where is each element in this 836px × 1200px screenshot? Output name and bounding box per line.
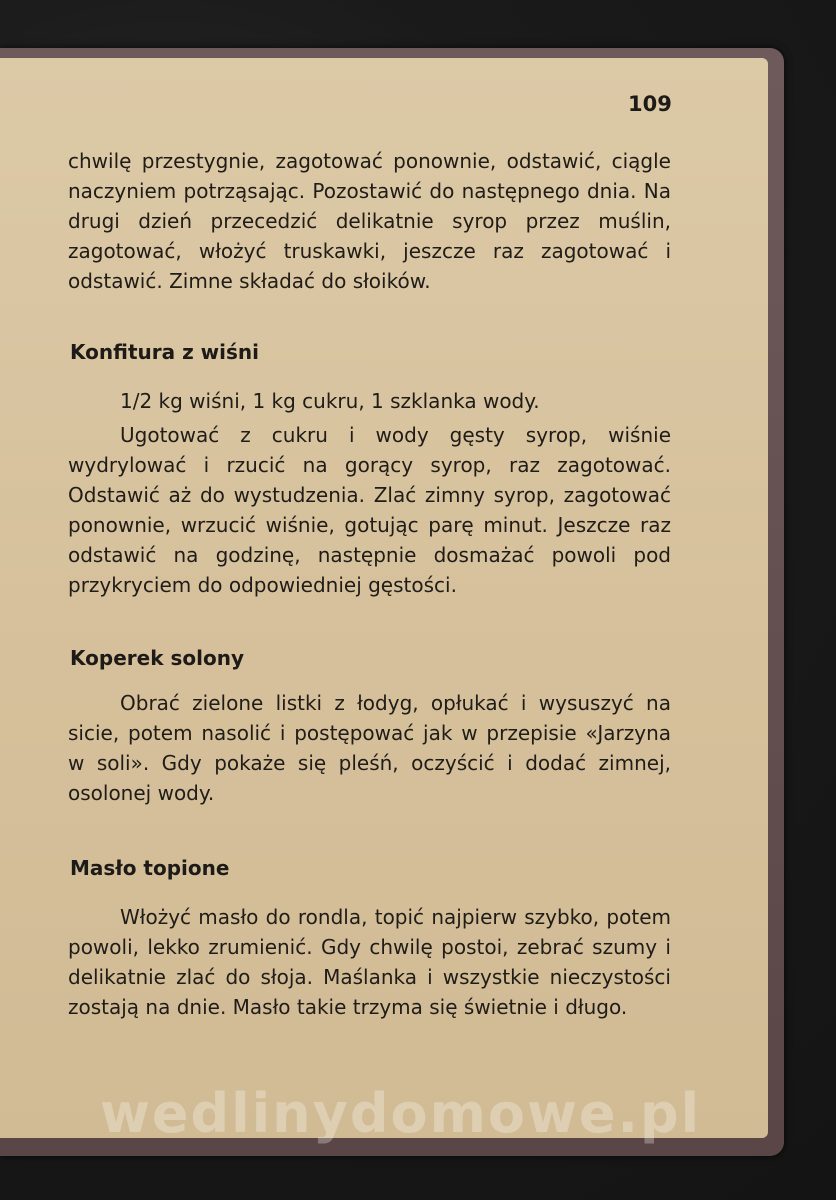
recipe-paragraph-koperek: Obrać zielone listki z łodyg, opłukać i wysuszyć na sicie, potem nasolić i postępować jak w przepisie «Jarzyna w soli». Gdy pokaże się pleśń, oczyścić i dodać zimnej, osolonej wody. [68,691,671,805]
ingredients-paragraph: 1/2 kg wiśni, 1 kg cukru, 1 szklanka wody. [120,389,540,413]
watermark: wedlinydomowe.pl [100,1082,702,1145]
section-heading-maslo: Masło topione [70,856,230,880]
section-heading-koperek: Koperek solony [70,646,244,670]
section-heading-konfitura: Konfitura z wiśni [70,340,260,364]
recipe-paragraph-konfitura: Ugotować z cukru i wody gęsty syrop, wiśnie wydrylować i rzucić na gorący syrop, raz zagotować. Odstawić aż do wystudzenia. Zlać zimny syrop, zagotować ponownie, wrzucić wiśnie, gotując parę minut. Jeszcze raz odstawić na godzinę, następnie dosmażać powoli pod przykryciem do odpowiedniej gęstości. [68,423,671,597]
page-number: 109 [628,92,672,116]
continuation-paragraph: chwilę przestygnie, zagotować ponownie, odstawić, ciągle naczyniem potrząsając. Pozostawić do następnego dnia. Na drugi dzień przecedzić delikatnie syrop przez muślin, zagotować, włożyć truskawki, jeszcze raz zagotować i odstawić. Zimne składać do słoików. [68,149,671,293]
recipe-paragraph-maslo: Włożyć masło do rondla, topić najpierw szybko, potem powoli, lekko zrumienić. Gdy chwilę postoi, zebrać szumy i delikatnie zlać do słoja. Maślanka i wszystkie nieczystości zostają na dnie. Masło takie trzyma się świetnie i długo. [68,905,671,1019]
